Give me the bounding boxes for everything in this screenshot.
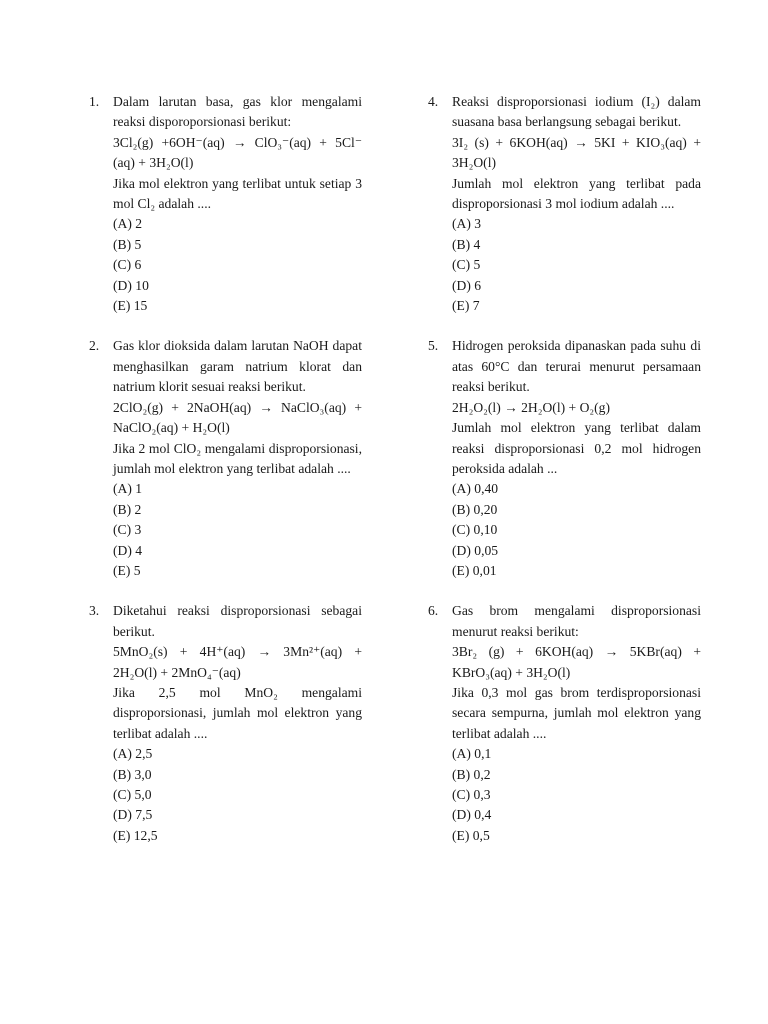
question-prompt: Jika 2,5 mol MnO₂ mengalami disproporsionasi, jumlah mol elektron yang terlibat adalah .... — [113, 684, 362, 741]
option-e[interactable]: (E) 7 — [452, 298, 480, 314]
question-number: 3. — [89, 603, 100, 619]
option-b[interactable]: (B) 0,2 — [452, 766, 491, 782]
option-c[interactable]: (C) 5,0 — [113, 787, 152, 802]
option-b[interactable]: (B) 5 — [113, 236, 142, 252]
option-c[interactable]: (C) 0,3 — [452, 787, 491, 802]
option-d[interactable]: (D) 4 — [113, 542, 143, 558]
question-5 — [428, 336, 701, 581]
question-number: 2. — [89, 338, 100, 354]
option-c[interactable]: (C) 5 — [452, 257, 481, 273]
question-prompt: Jika 0,3 mol gas brom terdisproporsionasi secara sempurna, jumlah mol elektron yang terlibat adalah .... — [452, 684, 701, 741]
option-d[interactable]: (D) 10 — [113, 277, 149, 293]
option-e[interactable]: (E) 0,01 — [452, 562, 497, 578]
question-number: 6. — [428, 603, 439, 619]
question-number: 5. — [428, 338, 439, 354]
option-c[interactable]: (C) 6 — [113, 257, 142, 273]
option-b[interactable]: (B) 4 — [452, 236, 481, 252]
option-b[interactable]: (B) 3,0 — [113, 766, 152, 782]
question-text: Hidrogen peroksida dipanaskan pada suhu di atas 60°C dan terurai menurut persamaan reaksi berikut. — [452, 338, 701, 395]
right-column — [428, 92, 701, 846]
question-prompt: Jika mol elektron yang terlibat untuk setiap 3 mol Cl₂ adalah .... — [113, 175, 362, 212]
question-6 — [428, 601, 701, 846]
option-a[interactable]: (A) 0,40 — [452, 481, 499, 497]
option-a[interactable]: (A) 3 — [452, 216, 482, 232]
option-a[interactable]: (A) 0,1 — [452, 746, 492, 762]
reaction-equation: 3I₂ (s) + 6KOH(aq) → 5KI + KIO₃(aq) + 3H₂O(l) — [452, 134, 701, 171]
question-prompt: Jika 2 mol ClO₂ mengalami disproporsionasi, jumlah mol elektron yang terlibat adalah .... — [113, 440, 362, 476]
question-2 — [89, 336, 362, 581]
question-prompt: Jumlah mol elektron yang terlibat pada disproporsionasi 3 mol iodium adalah .... — [452, 175, 701, 212]
option-c[interactable]: (C) 0,10 — [452, 522, 498, 538]
reaction-equation: 2H₂O₂(l) → 2H₂O(l) + O₂(g) — [452, 399, 611, 415]
question-text: Diketahui reaksi disproporsionasi sebagai berikut. — [113, 603, 362, 639]
option-d[interactable]: (D) 6 — [452, 277, 482, 293]
option-e[interactable]: (E) 15 — [113, 298, 148, 314]
reaction-equation: 2ClO₂(g) + 2NaOH(aq) → NaClO₃(aq) + NaClO₂(aq) + H₂O(l) — [113, 399, 362, 436]
option-a[interactable]: (A) 2 — [113, 216, 143, 232]
option-a[interactable]: (A) 2,5 — [113, 746, 153, 762]
option-b[interactable]: (B) 2 — [113, 501, 142, 517]
reaction-equation: 3Br₂ (g) + 6KOH(aq) → 5KBr(aq) + KBrO₃(aq) + 3H₂O(l) — [452, 644, 701, 680]
question-text: Reaksi disproporsionasi iodium (I₂) dalam suasana basa berlangsung sebagai berikut. — [452, 94, 701, 130]
option-e[interactable]: (E) 12,5 — [113, 827, 158, 843]
question-text: Gas brom mengalami disproporsionasi menurut reaksi berikut: — [452, 603, 701, 639]
reaction-equation: 3Cl₂(g) +6OH⁻(aq) → ClO₃⁻(aq) + 5Cl⁻ (aq) + 3H₂O(l) — [113, 134, 362, 171]
question-number: 4. — [428, 94, 439, 109]
question-4 — [428, 92, 701, 316]
option-e[interactable]: (E) 0,5 — [452, 827, 490, 843]
question-text: Gas klor dioksida dalam larutan NaOH dapat menghasilkan garam natrium klorat dan natrium klorit sesuai reaksi berikut. — [113, 338, 362, 395]
question-1 — [89, 92, 362, 316]
option-d[interactable]: (D) 7,5 — [113, 807, 153, 823]
question-3 — [89, 601, 362, 846]
reaction-equation: 5MnO₂(s) + 4H⁺(aq) → 3Mn²⁺(aq) + 2H₂O(l) + 2MnO₄⁻(aq) — [113, 644, 362, 680]
left-column — [89, 92, 362, 846]
question-prompt: Jumlah mol elektron yang terlibat dalam reaksi disproporsionasi 0,2 mol hidrogen peroksida adalah ... — [452, 420, 701, 476]
question-number: 1. — [89, 94, 100, 109]
option-e[interactable]: (E) 5 — [113, 562, 141, 578]
option-d[interactable]: (D) 0,4 — [452, 807, 492, 823]
question-text: Dalam larutan basa, gas klor mengalami reaksi disporoporsionasi berikut: — [113, 94, 362, 130]
option-a[interactable]: (A) 1 — [113, 481, 143, 497]
option-c[interactable]: (C) 3 — [113, 522, 142, 538]
option-b[interactable]: (B) 0,20 — [452, 501, 498, 517]
option-d[interactable]: (D) 0,05 — [452, 542, 499, 558]
